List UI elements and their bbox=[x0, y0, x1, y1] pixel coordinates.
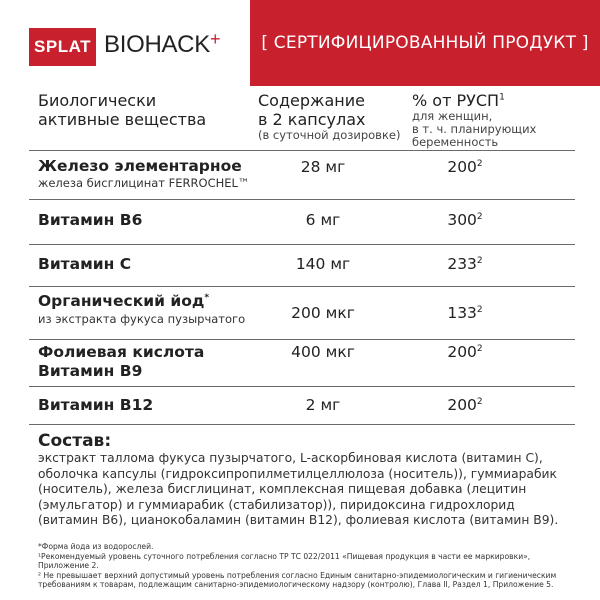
row-amount: 28 мг bbox=[300, 158, 346, 176]
column-header-rusp-sub2: в т. ч. планирующих bbox=[412, 122, 537, 136]
row-percent: $200^2$ bbox=[447, 396, 483, 414]
row-amount: 200 мкг bbox=[291, 304, 355, 322]
row-name: Витамин В12 bbox=[38, 396, 154, 414]
column-header-content-line1: Содержание bbox=[258, 91, 365, 110]
row-amount: 2 мг bbox=[305, 396, 341, 414]
row-percent: $200^2$ bbox=[447, 343, 483, 361]
column-header-substances-line2: активные вещества bbox=[38, 110, 207, 129]
row-name: Органический йод* bbox=[38, 292, 210, 310]
row-name: Витамин С bbox=[38, 255, 132, 273]
row-amount: 400 мкг bbox=[291, 343, 355, 361]
row-percent: $300^2$ bbox=[447, 211, 483, 229]
row-percent: $200^2$ bbox=[447, 158, 483, 176]
footnotes bbox=[38, 542, 578, 590]
composition-text: экстракт таллома фукуса пузырчатого, L-аскорбиновая кислота (витамин С), оболочка капсулы (гидроксипропилметилцеллюлоза (носитель)), гуммиарабик (носитель), железа бисглицинат, комплексная пищевая добавка (лецитин (эмульгатор) и гуммиарабик (стабилизатор)), пиридоксина гидрохлорид (витамин В6), цианокобаламин (витамин В12), фолиевая кислота (витамин В9). bbox=[38, 451, 559, 528]
row-amount: 140 мг bbox=[295, 255, 351, 273]
column-header-rusp-title: % от РУСП bbox=[412, 91, 500, 110]
column-header-content bbox=[258, 91, 400, 142]
certified-banner: [ СЕРТИФИЦИРОВАННЫЙ ПРОДУКТ ] bbox=[250, 0, 600, 86]
row-percent: $233^2$ bbox=[447, 255, 483, 273]
column-header-content-sub: (в суточной дозировке) bbox=[258, 128, 401, 142]
column-header-substances-line1: Биологически bbox=[38, 91, 157, 110]
brand-title bbox=[104, 31, 220, 59]
column-header-substances bbox=[38, 91, 206, 129]
table-divider bbox=[29, 424, 575, 425]
table-row bbox=[0, 244, 600, 286]
row-name: Фолиевая кислота Витамин В9 bbox=[38, 343, 205, 380]
column-header-rusp-sub3: беременность bbox=[412, 135, 499, 149]
column-header-rusp-sub1: для женщин, bbox=[412, 109, 493, 123]
table-row bbox=[0, 339, 600, 386]
brand-name: BIOHACK bbox=[104, 31, 210, 58]
header bbox=[0, 0, 600, 86]
row-name: Витамин В6 bbox=[38, 211, 143, 229]
brand-plus-icon: + bbox=[209, 29, 221, 49]
footnote-iodine: *Форма йода из водорослей. bbox=[38, 542, 154, 551]
splat-logo: SPLAT bbox=[29, 28, 96, 66]
footnote-rusp: ¹Рекомендуемый уровень суточного потребления согласно ТР ТС 022/2011 «Пищевая продукция в части ее маркировки», Приложение 2. bbox=[38, 551, 531, 571]
row-name-sub: из экстракта фукуса пузырчатого bbox=[38, 312, 246, 326]
row-name-sub: железа бисглицинат FERROCHEL™ bbox=[38, 176, 250, 190]
column-header-rusp bbox=[412, 91, 536, 149]
table-row bbox=[0, 150, 600, 199]
table-row bbox=[0, 199, 600, 244]
column-header-rusp-sup: 1 bbox=[499, 92, 505, 103]
row-amount: 6 мг bbox=[305, 211, 341, 229]
row-name: Железо элементарное bbox=[38, 157, 242, 175]
table-row bbox=[0, 286, 600, 339]
column-header-content-line2: в 2 капсулах bbox=[258, 110, 366, 129]
row-percent: $133^2$ bbox=[447, 304, 483, 322]
footnote-upper-limit: ² Не превышает верхний допустимый уровень потребления согласно Единым санитарно-эпидемиологическим и гигиеническим требованиям к товарам, подлежащим санитарно-эпидемиологическому надзору (контролю), Глава II, Раздел 1, Приложение 5. bbox=[38, 570, 557, 590]
table-row bbox=[0, 386, 600, 424]
composition-title: Состав: bbox=[38, 431, 112, 451]
